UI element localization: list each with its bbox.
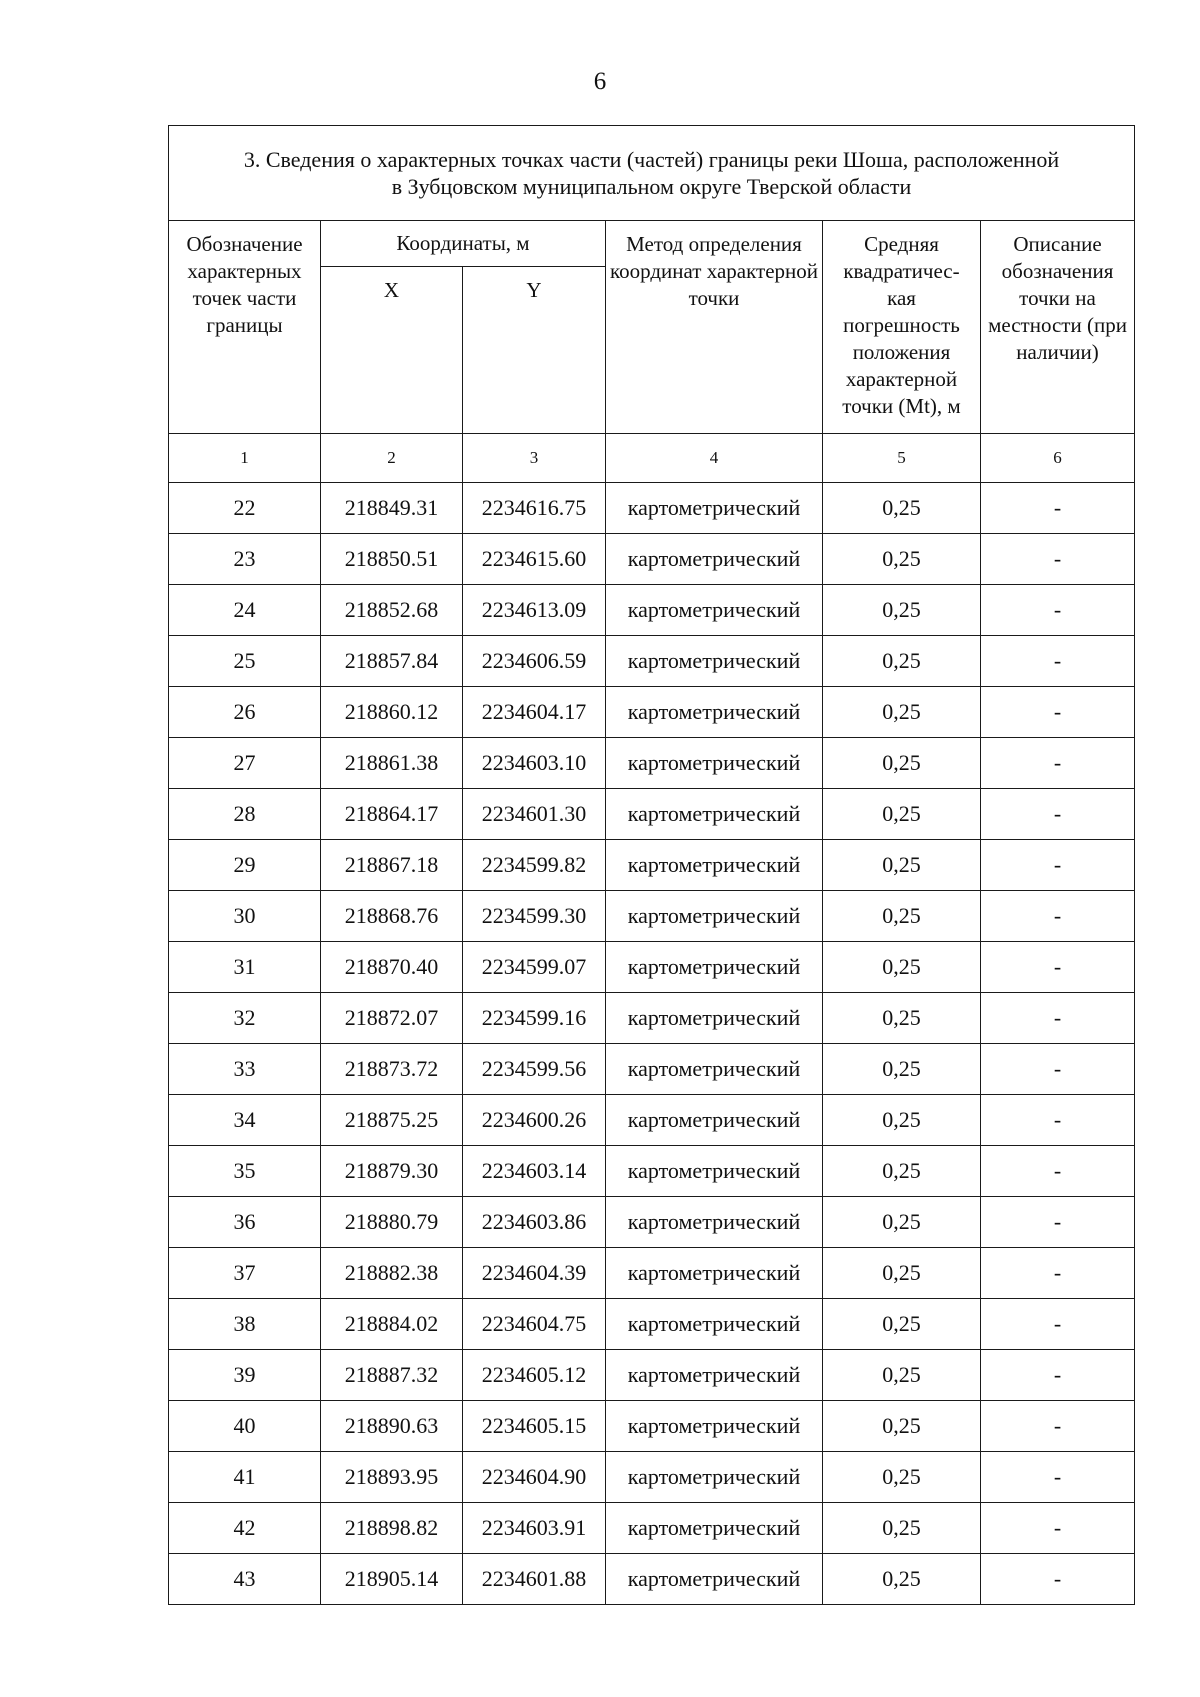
- x-coordinate-cell: 218875.25: [321, 1095, 463, 1146]
- method-cell: картометрический: [606, 534, 823, 585]
- y-coordinate-cell: 2234601.88: [463, 1554, 606, 1605]
- error-cell: 0,25: [823, 789, 981, 840]
- table-row: [169, 1248, 1135, 1299]
- table-row: [169, 1197, 1135, 1248]
- description-cell: -: [981, 1197, 1135, 1248]
- x-coordinate-cell: 218870.40: [321, 942, 463, 993]
- table-row: [169, 1554, 1135, 1605]
- table-row: [169, 942, 1135, 993]
- y-coordinate-cell: 2234603.91: [463, 1503, 606, 1554]
- method-cell: картометрический: [606, 840, 823, 891]
- error-cell: 0,25: [823, 1350, 981, 1401]
- x-coordinate-cell: 218882.38: [321, 1248, 463, 1299]
- point-id-cell: 23: [169, 534, 321, 585]
- error-cell: 0,25: [823, 1452, 981, 1503]
- method-cell: картометрический: [606, 1197, 823, 1248]
- y-coordinate-cell: 2234613.09: [463, 585, 606, 636]
- x-coordinate-cell: 218905.14: [321, 1554, 463, 1605]
- description-cell: -: [981, 942, 1135, 993]
- table-row: [169, 993, 1135, 1044]
- table-row: [169, 687, 1135, 738]
- y-coordinate-cell: 2234599.82: [463, 840, 606, 891]
- header-description: Описание обозначения точки на местности (при наличии): [981, 221, 1135, 434]
- error-cell: 0,25: [823, 942, 981, 993]
- table-row: [169, 1350, 1135, 1401]
- table-row: [169, 483, 1135, 534]
- point-id-cell: 39: [169, 1350, 321, 1401]
- table-row: [169, 840, 1135, 891]
- method-cell: картометрический: [606, 942, 823, 993]
- y-coordinate-cell: 2234599.16: [463, 993, 606, 1044]
- error-cell: 0,25: [823, 1299, 981, 1350]
- x-coordinate-cell: 218868.76: [321, 891, 463, 942]
- description-cell: -: [981, 1401, 1135, 1452]
- table-row: [169, 636, 1135, 687]
- point-id-cell: 37: [169, 1248, 321, 1299]
- y-coordinate-cell: 2234605.12: [463, 1350, 606, 1401]
- column-number: 5: [823, 434, 981, 483]
- method-cell: картометрический: [606, 636, 823, 687]
- y-coordinate-cell: 2234604.75: [463, 1299, 606, 1350]
- method-cell: картометрический: [606, 1146, 823, 1197]
- method-cell: картометрический: [606, 1044, 823, 1095]
- x-coordinate-cell: 218857.84: [321, 636, 463, 687]
- y-coordinate-cell: 2234604.17: [463, 687, 606, 738]
- y-coordinate-cell: 2234599.56: [463, 1044, 606, 1095]
- error-cell: 0,25: [823, 1044, 981, 1095]
- header-coordinates: Координаты, м: [321, 221, 606, 267]
- x-coordinate-cell: 218879.30: [321, 1146, 463, 1197]
- x-coordinate-cell: 218898.82: [321, 1503, 463, 1554]
- x-coordinate-cell: 218887.32: [321, 1350, 463, 1401]
- error-cell: 0,25: [823, 1503, 981, 1554]
- error-cell: 0,25: [823, 636, 981, 687]
- method-cell: картометрический: [606, 1350, 823, 1401]
- method-cell: картометрический: [606, 585, 823, 636]
- table-row: [169, 891, 1135, 942]
- table-row: [169, 585, 1135, 636]
- description-cell: -: [981, 534, 1135, 585]
- y-coordinate-cell: 2234615.60: [463, 534, 606, 585]
- error-cell: 0,25: [823, 1554, 981, 1605]
- x-coordinate-cell: 218852.68: [321, 585, 463, 636]
- y-coordinate-cell: 2234606.59: [463, 636, 606, 687]
- description-cell: -: [981, 1350, 1135, 1401]
- description-cell: -: [981, 1044, 1135, 1095]
- method-cell: картометрический: [606, 1248, 823, 1299]
- error-cell: 0,25: [823, 687, 981, 738]
- page-number: 6: [593, 68, 607, 95]
- point-id-cell: 43: [169, 1554, 321, 1605]
- description-cell: -: [981, 840, 1135, 891]
- header-y: Y: [463, 267, 606, 434]
- error-cell: 0,25: [823, 1146, 981, 1197]
- method-cell: картометрический: [606, 1452, 823, 1503]
- point-id-cell: 25: [169, 636, 321, 687]
- table-row: [169, 738, 1135, 789]
- description-cell: -: [981, 738, 1135, 789]
- description-cell: -: [981, 1095, 1135, 1146]
- description-cell: -: [981, 636, 1135, 687]
- table-row: [169, 534, 1135, 585]
- header-x: X: [321, 267, 463, 434]
- point-id-cell: 35: [169, 1146, 321, 1197]
- x-coordinate-cell: 218880.79: [321, 1197, 463, 1248]
- error-cell: 0,25: [823, 1095, 981, 1146]
- method-cell: картометрический: [606, 891, 823, 942]
- column-number: 2: [321, 434, 463, 483]
- y-coordinate-cell: 2234604.39: [463, 1248, 606, 1299]
- description-cell: -: [981, 993, 1135, 1044]
- y-coordinate-cell: 2234599.30: [463, 891, 606, 942]
- method-cell: картометрический: [606, 1401, 823, 1452]
- method-cell: картометрический: [606, 1299, 823, 1350]
- x-coordinate-cell: 218850.51: [321, 534, 463, 585]
- point-id-cell: 31: [169, 942, 321, 993]
- method-cell: картометрический: [606, 993, 823, 1044]
- description-cell: -: [981, 687, 1135, 738]
- error-cell: 0,25: [823, 1248, 981, 1299]
- x-coordinate-cell: 218860.12: [321, 687, 463, 738]
- column-number: 3: [463, 434, 606, 483]
- description-cell: -: [981, 1146, 1135, 1197]
- point-id-cell: 26: [169, 687, 321, 738]
- y-coordinate-cell: 2234603.10: [463, 738, 606, 789]
- description-cell: -: [981, 891, 1135, 942]
- boundary-points-table: [168, 125, 1135, 1605]
- header-point: Обозначение характерных точек части границы: [169, 221, 321, 434]
- x-coordinate-cell: 218861.38: [321, 738, 463, 789]
- y-coordinate-cell: 2234603.14: [463, 1146, 606, 1197]
- description-cell: -: [981, 1248, 1135, 1299]
- method-cell: картометрический: [606, 789, 823, 840]
- description-cell: -: [981, 789, 1135, 840]
- error-cell: 0,25: [823, 993, 981, 1044]
- table-caption-line2: в Зубцовском муниципальном округе Тверской области: [391, 174, 912, 199]
- method-cell: картометрический: [606, 1503, 823, 1554]
- point-id-cell: 28: [169, 789, 321, 840]
- error-cell: 0,25: [823, 585, 981, 636]
- error-cell: 0,25: [823, 1401, 981, 1452]
- point-id-cell: 22: [169, 483, 321, 534]
- point-id-cell: 30: [169, 891, 321, 942]
- table-row: [169, 1299, 1135, 1350]
- description-cell: -: [981, 1299, 1135, 1350]
- point-id-cell: 29: [169, 840, 321, 891]
- description-cell: -: [981, 1554, 1135, 1605]
- x-coordinate-cell: 218893.95: [321, 1452, 463, 1503]
- description-cell: -: [981, 1503, 1135, 1554]
- point-id-cell: 40: [169, 1401, 321, 1452]
- y-coordinate-cell: 2234616.75: [463, 483, 606, 534]
- method-cell: картометрический: [606, 1554, 823, 1605]
- table-row: [169, 789, 1135, 840]
- y-coordinate-cell: 2234601.30: [463, 789, 606, 840]
- point-id-cell: 32: [169, 993, 321, 1044]
- error-cell: 0,25: [823, 738, 981, 789]
- column-number: 1: [169, 434, 321, 483]
- column-number: 4: [606, 434, 823, 483]
- y-coordinate-cell: 2234600.26: [463, 1095, 606, 1146]
- error-cell: 0,25: [823, 891, 981, 942]
- method-cell: картометрический: [606, 1095, 823, 1146]
- y-coordinate-cell: 2234603.86: [463, 1197, 606, 1248]
- method-cell: картометрический: [606, 483, 823, 534]
- point-id-cell: 27: [169, 738, 321, 789]
- x-coordinate-cell: 218867.18: [321, 840, 463, 891]
- x-coordinate-cell: 218890.63: [321, 1401, 463, 1452]
- x-coordinate-cell: 218864.17: [321, 789, 463, 840]
- table-row: [169, 1095, 1135, 1146]
- point-id-cell: 34: [169, 1095, 321, 1146]
- error-cell: 0,25: [823, 1197, 981, 1248]
- table-row: [169, 1401, 1135, 1452]
- column-number-row: [169, 434, 1135, 483]
- table-row: [169, 1503, 1135, 1554]
- header-error: Средняя квадратичес-кая погрешность положения характерной точки (Mt), м: [823, 221, 981, 434]
- point-id-cell: 36: [169, 1197, 321, 1248]
- x-coordinate-cell: 218872.07: [321, 993, 463, 1044]
- table-body: [169, 483, 1135, 1605]
- point-id-cell: 24: [169, 585, 321, 636]
- table-row: [169, 1146, 1135, 1197]
- method-cell: картометрический: [606, 738, 823, 789]
- point-id-cell: 38: [169, 1299, 321, 1350]
- description-cell: -: [981, 483, 1135, 534]
- table-row: [169, 1044, 1135, 1095]
- point-id-cell: 33: [169, 1044, 321, 1095]
- x-coordinate-cell: 218873.72: [321, 1044, 463, 1095]
- method-cell: картометрический: [606, 687, 823, 738]
- y-coordinate-cell: 2234604.90: [463, 1452, 606, 1503]
- table-caption: [169, 126, 1135, 221]
- table-caption-line1: 3. Сведения о характерных точках части (частей) границы реки Шоша, расположенной: [243, 147, 1060, 172]
- y-coordinate-cell: 2234599.07: [463, 942, 606, 993]
- header-method: Метод определения координат характерной точки: [606, 221, 823, 434]
- column-number: 6: [981, 434, 1135, 483]
- error-cell: 0,25: [823, 840, 981, 891]
- x-coordinate-cell: 218849.31: [321, 483, 463, 534]
- error-cell: 0,25: [823, 483, 981, 534]
- point-id-cell: 41: [169, 1452, 321, 1503]
- table-row: [169, 1452, 1135, 1503]
- y-coordinate-cell: 2234605.15: [463, 1401, 606, 1452]
- description-cell: -: [981, 1452, 1135, 1503]
- x-coordinate-cell: 218884.02: [321, 1299, 463, 1350]
- point-id-cell: 42: [169, 1503, 321, 1554]
- error-cell: 0,25: [823, 534, 981, 585]
- description-cell: -: [981, 585, 1135, 636]
